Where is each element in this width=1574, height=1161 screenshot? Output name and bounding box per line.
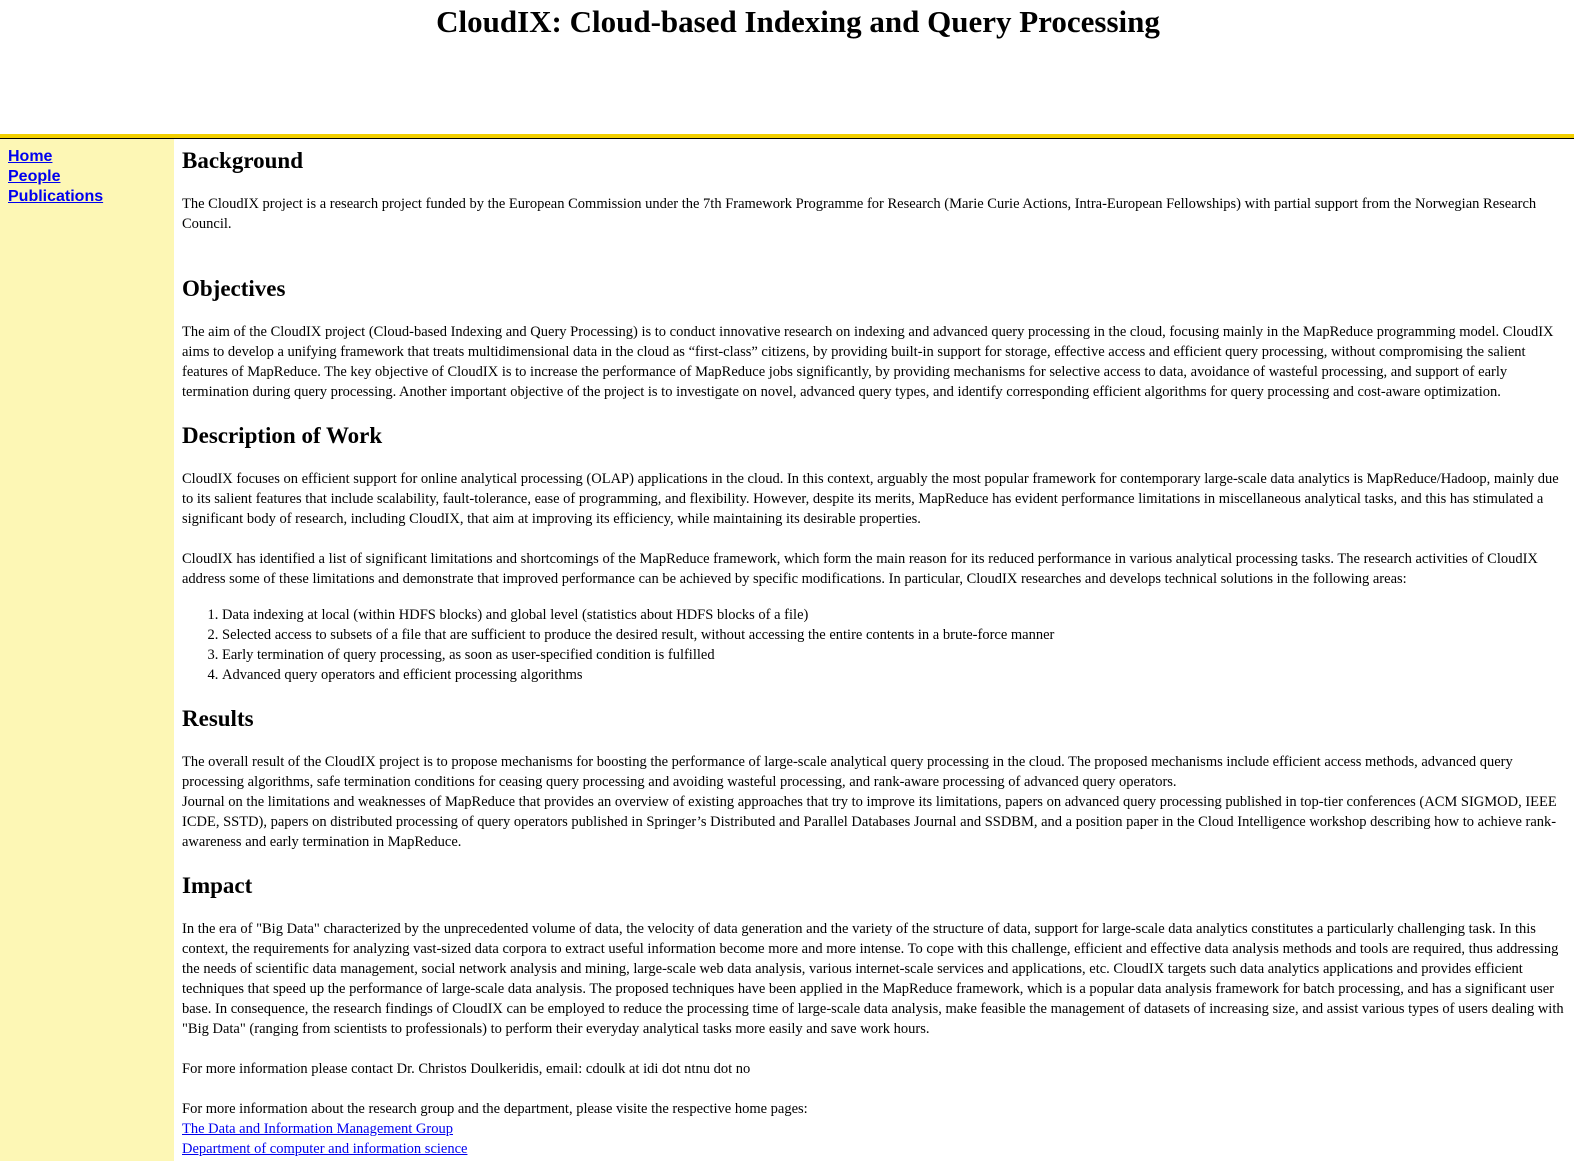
heading-impact: Impact	[182, 873, 253, 898]
objectives-text: The aim of the CloudIX project (Cloud-based Indexing and Query Processing) is to conduct innovative research on indexing and advanced query processing in the cloud, focusing mainly in the MapReduce programming model. CloudIX aims to develop a unifying framework that treats multidimensional data in the cloud as “first-class” citizens, by providing built-in support for storage, effective access and efficient query processing, without compromising the salient features of MapReduce. The key objective of CloudIX is to increase the performance of MapReduce jobs significantly, by providing mechanisms for selective access to data, avoidance of wasteful processing, and support of early termination during query processing. Another important objective of the project is to investigate on novel, advanced query types, and identify corresponding efficient algorithms for query processing and cost-aware optimization.	[182, 324, 1554, 400]
heading-objectives: Objectives	[182, 276, 286, 301]
sidebar-item-home[interactable]: Home	[8, 148, 53, 165]
contact-text: For more information please contact Dr. Christos Doulkeridis, email: cdoulk at idi dot ntnu dot no	[182, 1061, 751, 1077]
sidebar	[0, 139, 174, 1161]
work-areas-list	[182, 605, 1566, 685]
results-para-1: The overall result of the CloudIX project is to propose mechanisms for boosting the performance of large-scale analytical query processing in the cloud. The proposed mechanisms include efficient access methods, advanced query processing algorithms, safe termination conditions for ceasing query processing and avoiding wasteful processing, and rank-aware processing of advanced query operators.	[182, 754, 1513, 790]
main-content	[182, 139, 1566, 1159]
heading-description: Description of Work	[182, 423, 383, 448]
more-info-text: For more information about the research group and the department, please visite the respective home pages:	[182, 1101, 808, 1117]
impact-text: In the era of "Big Data" characterized by the unprecedented volume of data, the velocity of data generation and the variety of the structure of data, support for large-scale data analytics constitutes a particularly challenging task. In this context, the requirements for analyzing vast-sized data corpora to extract useful information become more and more intense. To cope with this challenge, efficient and effective data analysis methods and tools are required, thus addressing the needs of scientific data management, social network analysis and mining, large-scale web data analysis, various internet-scale services and applications, etc. CloudIX targets such data analytics applications and provides efficient techniques that speed up the performance of large-scale data analysis. The proposed techniques have been applied in the MapReduce framework, which is a popular data analysis framework for batch processing, and has a significant user base. In consequence, the research findings of CloudIX can be employed to reduce the processing time of large-scale data analysis, make feasible the management of datasets of increasing size, and assist various types of users dealing with "Big Data" (ranging from scientists to professionals) to perform their everyday analytical tasks more easily and save work hours.	[182, 921, 1564, 1037]
results-para-2: Journal on the limitations and weaknesses of MapReduce that provides an overview of existing approaches that try to improve its limitations, papers on advanced query processing published in top-tier conferences (ACM SIGMOD, IEEE ICDE, SSTD), papers on distributed processing of query operators published in Springer’s Distributed and Parallel Databases Journal and SSDBM, and a position paper in the Cloud Intelligence workshop describing how to achieve rank-awareness and early termination in MapReduce.	[182, 794, 1557, 850]
description-para-2: CloudIX has identified a list of significant limitations and shortcomings of the MapReduce framework, which form the main reason for its reduced performance in various analytical processing tasks. The research activities of CloudIX address some of these limitations and demonstrate that improved performance can be achieved by specific modifications. In particular, CloudIX researches and develops technical solutions in the following areas:	[182, 551, 1538, 587]
list-item: 4. Advanced query operators and efficient processing algorithms	[222, 665, 1566, 685]
page-title: CloudIX: Cloud-based Indexing and Query Processing	[436, 4, 1160, 39]
list-item: 3. Early termination of query processing, as soon as user-specified condition is fulfilled	[222, 645, 1566, 665]
background-text: The CloudIX project is a research project funded by the European Commission under the 7th Framework Programme for Research (Marie Curie Actions, Intra-European Fellowships) with partial support from the Norwegian Research Council.	[182, 196, 1537, 232]
page-header	[0, 0, 1574, 134]
description-para-1: CloudIX focuses on efficient support for online analytical processing (OLAP) applications in the cloud. In this context, arguably the most popular framework for contemporary large-scale data analytics is MapReduce/Hadoop, mainly due to its salient features that include scalability, fault-tolerance, ease of programming, and flexibility. However, despite its merits, MapReduce has evident performance limitations in miscellaneous analytical tasks, and this has stimulated a significant body of research, including CloudIX, that aim at improving its efficiency, while maintaining its desirable properties.	[182, 471, 1559, 527]
link-department-computer-science[interactable]: Department of computer and information science	[182, 1141, 468, 1157]
sidebar-nav	[8, 147, 103, 207]
link-data-information-management-group[interactable]: The Data and Information Management Group	[182, 1121, 453, 1137]
sidebar-item-publications[interactable]: Publications	[8, 188, 104, 205]
heading-background: Background	[182, 148, 304, 173]
sidebar-item-people[interactable]: People	[8, 168, 61, 185]
list-item: 1. Data indexing at local (within HDFS blocks) and global level (statistics about HDFS blocks of a file)	[222, 605, 1566, 625]
list-item: 2. Selected access to subsets of a file that are sufficient to produce the desired result, without accessing the entire contents in a brute-force manner	[222, 625, 1566, 645]
heading-results: Results	[182, 706, 254, 731]
